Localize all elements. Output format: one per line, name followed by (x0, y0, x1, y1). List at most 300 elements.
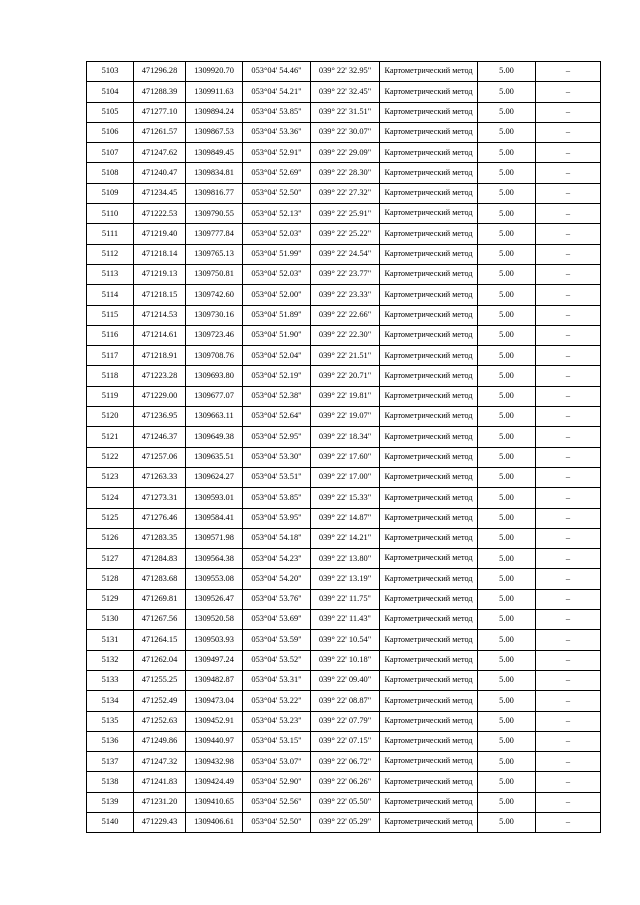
longitude-cell: 039° 22' 05.50" (311, 792, 380, 812)
method-cell: Картометрический метод (380, 366, 478, 386)
x-coordinate-cell: 471218.91 (134, 346, 186, 366)
y-coordinate-cell: 1309730.16 (186, 305, 243, 325)
method-cell: Картометрический метод (380, 102, 478, 122)
point-number-cell: 5125 (87, 508, 134, 528)
longitude-cell: 039° 22' 25.22" (311, 224, 380, 244)
y-coordinate-cell: 1309526.47 (186, 589, 243, 609)
x-coordinate-cell: 471283.68 (134, 569, 186, 589)
x-coordinate-cell: 471234.45 (134, 183, 186, 203)
latitude-cell: 053°04' 52.04" (243, 346, 311, 366)
latitude-cell: 053°04' 53.22" (243, 691, 311, 711)
accuracy-cell: 5.00 (478, 427, 536, 447)
x-coordinate-cell: 471267.56 (134, 610, 186, 630)
table-row (87, 589, 601, 609)
longitude-cell: 039° 22' 11.75" (311, 589, 380, 609)
x-coordinate-cell: 471223.28 (134, 366, 186, 386)
table-row (87, 102, 601, 122)
note-cell: – (536, 62, 601, 82)
note-cell: – (536, 204, 601, 224)
x-coordinate-cell: 471284.83 (134, 549, 186, 569)
longitude-cell: 039° 22' 15.33" (311, 488, 380, 508)
y-coordinate-cell: 1309593.01 (186, 488, 243, 508)
table-row (87, 244, 601, 264)
point-number-cell: 5106 (87, 122, 134, 142)
accuracy-cell: 5.00 (478, 305, 536, 325)
longitude-cell: 039° 22' 24.54" (311, 244, 380, 264)
note-cell: – (536, 427, 601, 447)
y-coordinate-cell: 1309834.81 (186, 163, 243, 183)
x-coordinate-cell: 471229.43 (134, 812, 186, 832)
method-cell: Картометрический метод (380, 224, 478, 244)
y-coordinate-cell: 1309911.63 (186, 82, 243, 102)
table-row (87, 386, 601, 406)
y-coordinate-cell: 1309410.65 (186, 792, 243, 812)
latitude-cell: 053°04' 52.69" (243, 163, 311, 183)
x-coordinate-cell: 471240.47 (134, 163, 186, 183)
note-cell: – (536, 82, 601, 102)
x-coordinate-cell: 471283.35 (134, 528, 186, 548)
latitude-cell: 053°04' 51.90" (243, 325, 311, 345)
y-coordinate-cell: 1309708.76 (186, 346, 243, 366)
latitude-cell: 053°04' 53.76" (243, 589, 311, 609)
accuracy-cell: 5.00 (478, 224, 536, 244)
x-coordinate-cell: 471252.49 (134, 691, 186, 711)
y-coordinate-cell: 1309482.87 (186, 670, 243, 690)
y-coordinate-cell: 1309867.53 (186, 122, 243, 142)
accuracy-cell: 5.00 (478, 325, 536, 345)
method-cell: Картометрический метод (380, 346, 478, 366)
point-number-cell: 5120 (87, 407, 134, 427)
point-number-cell: 5137 (87, 752, 134, 772)
accuracy-cell: 5.00 (478, 467, 536, 487)
longitude-cell: 039° 22' 22.30" (311, 325, 380, 345)
longitude-cell: 039° 22' 27.32" (311, 183, 380, 203)
accuracy-cell: 5.00 (478, 183, 536, 203)
x-coordinate-cell: 471236.95 (134, 407, 186, 427)
method-cell: Картометрический метод (380, 711, 478, 731)
point-number-cell: 5136 (87, 731, 134, 751)
accuracy-cell: 5.00 (478, 488, 536, 508)
note-cell: – (536, 264, 601, 284)
table-row (87, 711, 601, 731)
note-cell: – (536, 163, 601, 183)
table-row (87, 488, 601, 508)
method-cell: Картометрический метод (380, 812, 478, 832)
latitude-cell: 053°04' 54.20" (243, 569, 311, 589)
y-coordinate-cell: 1309777.84 (186, 224, 243, 244)
longitude-cell: 039° 22' 28.30" (311, 163, 380, 183)
table-row (87, 143, 601, 163)
point-number-cell: 5121 (87, 427, 134, 447)
point-number-cell: 5122 (87, 447, 134, 467)
point-number-cell: 5112 (87, 244, 134, 264)
y-coordinate-cell: 1309742.60 (186, 285, 243, 305)
note-cell: – (536, 630, 601, 650)
accuracy-cell: 5.00 (478, 366, 536, 386)
y-coordinate-cell: 1309765.13 (186, 244, 243, 264)
table-row (87, 731, 601, 751)
method-cell: Картометрический метод (380, 82, 478, 102)
x-coordinate-cell: 471219.40 (134, 224, 186, 244)
latitude-cell: 053°04' 53.07" (243, 752, 311, 772)
point-number-cell: 5116 (87, 325, 134, 345)
accuracy-cell: 5.00 (478, 264, 536, 284)
longitude-cell: 039° 22' 29.09" (311, 143, 380, 163)
longitude-cell: 039° 22' 31.51" (311, 102, 380, 122)
latitude-cell: 053°04' 53.23" (243, 711, 311, 731)
point-number-cell: 5131 (87, 630, 134, 650)
note-cell: – (536, 650, 601, 670)
accuracy-cell: 5.00 (478, 772, 536, 792)
point-number-cell: 5130 (87, 610, 134, 630)
longitude-cell: 039° 22' 22.66" (311, 305, 380, 325)
accuracy-cell: 5.00 (478, 549, 536, 569)
method-cell: Картометрический метод (380, 488, 478, 508)
longitude-cell: 039° 22' 32.45" (311, 82, 380, 102)
x-coordinate-cell: 471214.53 (134, 305, 186, 325)
x-coordinate-cell: 471214.61 (134, 325, 186, 345)
method-cell: Картометрический метод (380, 508, 478, 528)
y-coordinate-cell: 1309452.91 (186, 711, 243, 731)
table-row (87, 427, 601, 447)
method-cell: Картометрический метод (380, 427, 478, 447)
x-coordinate-cell: 471262.04 (134, 650, 186, 670)
longitude-cell: 039° 22' 23.77" (311, 264, 380, 284)
note-cell: – (536, 346, 601, 366)
y-coordinate-cell: 1309503.93 (186, 630, 243, 650)
y-coordinate-cell: 1309432.98 (186, 752, 243, 772)
note-cell: – (536, 244, 601, 264)
accuracy-cell: 5.00 (478, 244, 536, 264)
method-cell: Картометрический метод (380, 752, 478, 772)
x-coordinate-cell: 471296.28 (134, 62, 186, 82)
table-row (87, 447, 601, 467)
note-cell: – (536, 122, 601, 142)
note-cell: – (536, 224, 601, 244)
note-cell: – (536, 589, 601, 609)
longitude-cell: 039° 22' 19.07" (311, 407, 380, 427)
longitude-cell: 039° 22' 13.80" (311, 549, 380, 569)
method-cell: Картометрический метод (380, 143, 478, 163)
table-row (87, 366, 601, 386)
latitude-cell: 053°04' 52.00" (243, 285, 311, 305)
note-cell: – (536, 610, 601, 630)
accuracy-cell: 5.00 (478, 204, 536, 224)
longitude-cell: 039° 22' 07.79" (311, 711, 380, 731)
longitude-cell: 039° 22' 23.33" (311, 285, 380, 305)
x-coordinate-cell: 471264.15 (134, 630, 186, 650)
point-number-cell: 5107 (87, 143, 134, 163)
longitude-cell: 039° 22' 06.72" (311, 752, 380, 772)
method-cell: Картометрический метод (380, 305, 478, 325)
table-row (87, 346, 601, 366)
note-cell: – (536, 488, 601, 508)
table-row (87, 407, 601, 427)
x-coordinate-cell: 471222.53 (134, 204, 186, 224)
accuracy-cell: 5.00 (478, 62, 536, 82)
table-row (87, 691, 601, 711)
latitude-cell: 053°04' 52.91" (243, 143, 311, 163)
point-number-cell: 5104 (87, 82, 134, 102)
y-coordinate-cell: 1309750.81 (186, 264, 243, 284)
latitude-cell: 053°04' 53.15" (243, 731, 311, 751)
latitude-cell: 053°04' 53.52" (243, 650, 311, 670)
x-coordinate-cell: 471219.13 (134, 264, 186, 284)
x-coordinate-cell: 471288.39 (134, 82, 186, 102)
accuracy-cell: 5.00 (478, 163, 536, 183)
point-number-cell: 5126 (87, 528, 134, 548)
table-row (87, 610, 601, 630)
method-cell: Картометрический метод (380, 467, 478, 487)
method-cell: Картометрический метод (380, 630, 478, 650)
note-cell: – (536, 792, 601, 812)
accuracy-cell: 5.00 (478, 407, 536, 427)
longitude-cell: 039° 22' 11.43" (311, 610, 380, 630)
accuracy-cell: 5.00 (478, 285, 536, 305)
table-row (87, 772, 601, 792)
table-row (87, 62, 601, 82)
table-row (87, 528, 601, 548)
point-number-cell: 5128 (87, 569, 134, 589)
x-coordinate-cell: 471218.14 (134, 244, 186, 264)
accuracy-cell: 5.00 (478, 610, 536, 630)
y-coordinate-cell: 1309424.49 (186, 772, 243, 792)
latitude-cell: 053°04' 52.13" (243, 204, 311, 224)
table-body (87, 62, 601, 833)
y-coordinate-cell: 1309406.61 (186, 812, 243, 832)
table-row (87, 183, 601, 203)
method-cell: Картометрический метод (380, 407, 478, 427)
note-cell: – (536, 143, 601, 163)
longitude-cell: 039° 22' 07.15" (311, 731, 380, 751)
table-row (87, 224, 601, 244)
latitude-cell: 053°04' 53.95" (243, 508, 311, 528)
x-coordinate-cell: 471252.63 (134, 711, 186, 731)
longitude-cell: 039° 22' 08.87" (311, 691, 380, 711)
table-row (87, 285, 601, 305)
point-number-cell: 5124 (87, 488, 134, 508)
note-cell: – (536, 711, 601, 731)
method-cell: Картометрический метод (380, 163, 478, 183)
latitude-cell: 053°04' 52.19" (243, 366, 311, 386)
latitude-cell: 053°04' 53.85" (243, 102, 311, 122)
method-cell: Картометрический метод (380, 528, 478, 548)
table-row (87, 630, 601, 650)
latitude-cell: 053°04' 52.50" (243, 812, 311, 832)
longitude-cell: 039° 22' 14.21" (311, 528, 380, 548)
longitude-cell: 039° 22' 18.34" (311, 427, 380, 447)
x-coordinate-cell: 471247.62 (134, 143, 186, 163)
accuracy-cell: 5.00 (478, 691, 536, 711)
latitude-cell: 053°04' 52.03" (243, 264, 311, 284)
table-row (87, 325, 601, 345)
note-cell: – (536, 386, 601, 406)
y-coordinate-cell: 1309497.24 (186, 650, 243, 670)
accuracy-cell: 5.00 (478, 122, 536, 142)
y-coordinate-cell: 1309677.07 (186, 386, 243, 406)
note-cell: – (536, 670, 601, 690)
x-coordinate-cell: 471255.25 (134, 670, 186, 690)
method-cell: Картометрический метод (380, 285, 478, 305)
y-coordinate-cell: 1309693.80 (186, 366, 243, 386)
accuracy-cell: 5.00 (478, 711, 536, 731)
point-number-cell: 5111 (87, 224, 134, 244)
y-coordinate-cell: 1309790.55 (186, 204, 243, 224)
accuracy-cell: 5.00 (478, 102, 536, 122)
note-cell: – (536, 752, 601, 772)
note-cell: – (536, 772, 601, 792)
accuracy-cell: 5.00 (478, 589, 536, 609)
x-coordinate-cell: 471229.00 (134, 386, 186, 406)
method-cell: Картометрический метод (380, 264, 478, 284)
latitude-cell: 053°04' 52.50" (243, 183, 311, 203)
method-cell: Картометрический метод (380, 325, 478, 345)
accuracy-cell: 5.00 (478, 447, 536, 467)
y-coordinate-cell: 1309894.24 (186, 102, 243, 122)
accuracy-cell: 5.00 (478, 346, 536, 366)
latitude-cell: 053°04' 52.95" (243, 427, 311, 447)
accuracy-cell: 5.00 (478, 630, 536, 650)
latitude-cell: 053°04' 53.30" (243, 447, 311, 467)
point-number-cell: 5127 (87, 549, 134, 569)
x-coordinate-cell: 471249.86 (134, 731, 186, 751)
latitude-cell: 053°04' 52.03" (243, 224, 311, 244)
note-cell: – (536, 467, 601, 487)
longitude-cell: 039° 22' 17.60" (311, 447, 380, 467)
longitude-cell: 039° 22' 10.18" (311, 650, 380, 670)
x-coordinate-cell: 471261.57 (134, 122, 186, 142)
method-cell: Картометрический метод (380, 122, 478, 142)
x-coordinate-cell: 471231.20 (134, 792, 186, 812)
method-cell: Картометрический метод (380, 62, 478, 82)
latitude-cell: 053°04' 54.18" (243, 528, 311, 548)
coordinates-table (86, 61, 601, 833)
point-number-cell: 5123 (87, 467, 134, 487)
y-coordinate-cell: 1309723.46 (186, 325, 243, 345)
method-cell: Картометрический метод (380, 589, 478, 609)
point-number-cell: 5140 (87, 812, 134, 832)
y-coordinate-cell: 1309571.98 (186, 528, 243, 548)
note-cell: – (536, 325, 601, 345)
point-number-cell: 5133 (87, 670, 134, 690)
note-cell: – (536, 366, 601, 386)
note-cell: – (536, 305, 601, 325)
longitude-cell: 039° 22' 32.95" (311, 62, 380, 82)
y-coordinate-cell: 1309649.38 (186, 427, 243, 447)
y-coordinate-cell: 1309473.04 (186, 691, 243, 711)
note-cell: – (536, 549, 601, 569)
table-row (87, 650, 601, 670)
latitude-cell: 053°04' 53.51" (243, 467, 311, 487)
accuracy-cell: 5.00 (478, 386, 536, 406)
accuracy-cell: 5.00 (478, 812, 536, 832)
point-number-cell: 5135 (87, 711, 134, 731)
accuracy-cell: 5.00 (478, 528, 536, 548)
longitude-cell: 039° 22' 14.87" (311, 508, 380, 528)
point-number-cell: 5114 (87, 285, 134, 305)
method-cell: Картометрический метод (380, 610, 478, 630)
table-row (87, 812, 601, 832)
note-cell: – (536, 407, 601, 427)
latitude-cell: 053°04' 53.69" (243, 610, 311, 630)
note-cell: – (536, 691, 601, 711)
method-cell: Картометрический метод (380, 204, 478, 224)
y-coordinate-cell: 1309564.38 (186, 549, 243, 569)
latitude-cell: 053°04' 52.64" (243, 407, 311, 427)
y-coordinate-cell: 1309849.45 (186, 143, 243, 163)
x-coordinate-cell: 471247.32 (134, 752, 186, 772)
latitude-cell: 053°04' 52.38" (243, 386, 311, 406)
method-cell: Картометрический метод (380, 549, 478, 569)
y-coordinate-cell: 1309520.58 (186, 610, 243, 630)
longitude-cell: 039° 22' 10.54" (311, 630, 380, 650)
accuracy-cell: 5.00 (478, 752, 536, 772)
y-coordinate-cell: 1309624.27 (186, 467, 243, 487)
table-row (87, 204, 601, 224)
latitude-cell: 053°04' 54.21" (243, 82, 311, 102)
table-row (87, 305, 601, 325)
latitude-cell: 053°04' 53.85" (243, 488, 311, 508)
accuracy-cell: 5.00 (478, 650, 536, 670)
longitude-cell: 039° 22' 09.40" (311, 670, 380, 690)
y-coordinate-cell: 1309584.41 (186, 508, 243, 528)
point-number-cell: 5108 (87, 163, 134, 183)
longitude-cell: 039° 22' 19.81" (311, 386, 380, 406)
point-number-cell: 5115 (87, 305, 134, 325)
method-cell: Картометрический метод (380, 386, 478, 406)
y-coordinate-cell: 1309920.70 (186, 62, 243, 82)
method-cell: Картометрический метод (380, 183, 478, 203)
longitude-cell: 039° 22' 25.91" (311, 204, 380, 224)
point-number-cell: 5119 (87, 386, 134, 406)
latitude-cell: 053°04' 52.90" (243, 772, 311, 792)
table-row (87, 670, 601, 690)
point-number-cell: 5138 (87, 772, 134, 792)
table-row (87, 467, 601, 487)
method-cell: Картометрический метод (380, 244, 478, 264)
y-coordinate-cell: 1309440.97 (186, 731, 243, 751)
method-cell: Картометрический метод (380, 447, 478, 467)
x-coordinate-cell: 471273.31 (134, 488, 186, 508)
latitude-cell: 053°04' 54.23" (243, 549, 311, 569)
method-cell: Картометрический метод (380, 691, 478, 711)
point-number-cell: 5129 (87, 589, 134, 609)
note-cell: – (536, 102, 601, 122)
accuracy-cell: 5.00 (478, 569, 536, 589)
point-number-cell: 5139 (87, 792, 134, 812)
point-number-cell: 5103 (87, 62, 134, 82)
note-cell: – (536, 508, 601, 528)
table-row (87, 752, 601, 772)
table-row (87, 792, 601, 812)
accuracy-cell: 5.00 (478, 670, 536, 690)
x-coordinate-cell: 471246.37 (134, 427, 186, 447)
point-number-cell: 5117 (87, 346, 134, 366)
point-number-cell: 5110 (87, 204, 134, 224)
table-row (87, 163, 601, 183)
accuracy-cell: 5.00 (478, 82, 536, 102)
point-number-cell: 5118 (87, 366, 134, 386)
latitude-cell: 053°04' 51.99" (243, 244, 311, 264)
longitude-cell: 039° 22' 17.00" (311, 467, 380, 487)
table-row (87, 569, 601, 589)
method-cell: Картометрический метод (380, 670, 478, 690)
point-number-cell: 5132 (87, 650, 134, 670)
x-coordinate-cell: 471276.46 (134, 508, 186, 528)
latitude-cell: 053°04' 53.31" (243, 670, 311, 690)
note-cell: – (536, 528, 601, 548)
y-coordinate-cell: 1309816.77 (186, 183, 243, 203)
